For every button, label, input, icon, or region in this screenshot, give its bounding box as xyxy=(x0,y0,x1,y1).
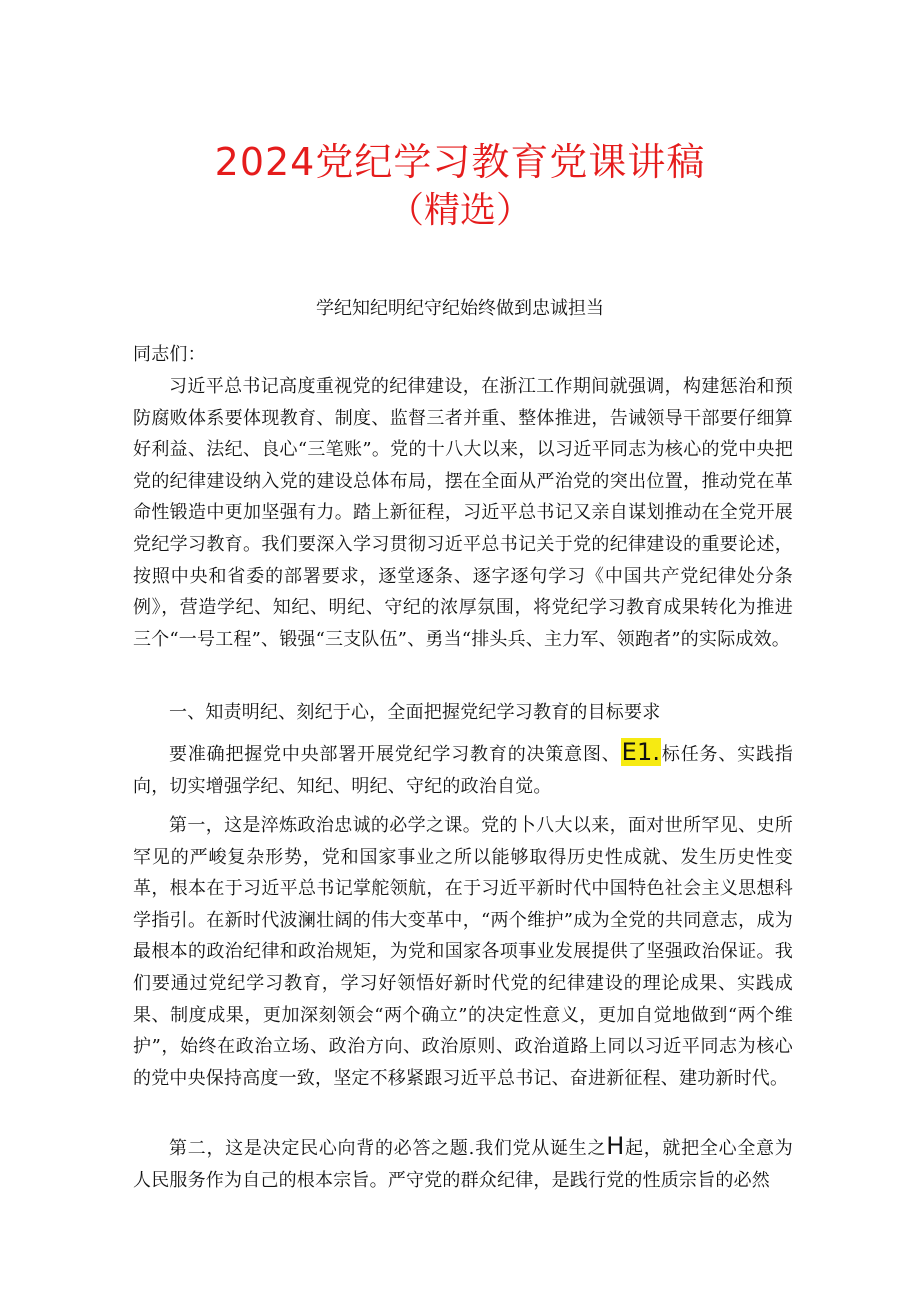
paragraph-second-point xyxy=(133,1131,793,1196)
paragraph-goals-part-b: 标任务、实践指向，切实增强学纪、知纪、明纪、守纪的政治自觉。 xyxy=(133,744,793,797)
document-title: 2024党纪学习教育党课讲稿 xyxy=(214,140,706,184)
paragraph-goals-part-a: 要准确把握党中央部署开展党纪学习教育的决策意图、 xyxy=(169,744,621,765)
paragraph-first-point: 第一，这是淬炼政治忠诚的必学之课。党的卜八大以来，面对世所罕见、史所罕见的严峻复杂形势，党和国家事业之所以能够取得历史性成就、发生历史性变革，根本在于习近平总书记掌舵领航，在于习近平新时代中国特色社会主义思想科学指引。在新时代波澜壮阔的伟大变革中，“两个维护”成为全党的共同意志，成为最根本的政治纪律和政治规矩，为党和国家各项事业发展提供了坚强政治保证。我们要通过党纪学习教育，学习好领悟好新时代党的纪律建设的理论成果、实践成果、制度成果，更加深刻领会“两个确立”的决定性意义，更加自觉地做到“两个维护”，始终在政治立场、政治方向、政治原则、政治道路上同以习近平同志为核心的党中央保持高度一致，坚定不移紧跟习近平总书记、奋进新征程、建功新时代。 xyxy=(133,815,793,1089)
section-heading-1: 一、知责明纪、刻纪于心，全面把握党纪学习教育的目标要求 xyxy=(169,702,661,723)
speech-heading: 学纪知纪明纪守纪始终做到忠诚担当 xyxy=(316,298,604,319)
large-glyph: H xyxy=(606,1132,625,1160)
document-subtitle: （精选） xyxy=(387,190,532,231)
salutation: 同志们： xyxy=(133,344,206,365)
highlighted-text: E1. xyxy=(621,738,661,766)
paragraph-second-part-a: 第二，这是决定民心向背的必答之题.我们党从诞生之 xyxy=(169,1138,607,1159)
paragraph-intro: 习近平总书记高度重视党的纪律建设，在浙江工作期间就强调，构建惩治和预防腐败体系要体现教育、制度、监督三者并重、整体推进，告诫领导干部要仔细算好利益、法纪、良心“三笔账”。党的十八大以来，以习近平同志为核心的党中央把党的纪律建设纳入党的建设总体布局，摆在全面从严治党的突出位置，推动党在革命性锻造中更加坚强有力。踏上新征程，习近平总书记又亲自谋划推动在全党开展党纪学习教育。我们要深入学习贯彻习近平总书记关于党的纪律建设的重要论述，按照中央和省委的部署要求，逐堂逐条、逐字逐句学习《中国共产党纪律处分条例》，营造学纪、知纪、明纪、守纪的浓厚氛围，将党纪学习教育成果转化为推进三个“一号工程”、锻强“三支队伍”、勇当“排头兵、主力军、领跑者”的实际成效。 xyxy=(133,376,793,650)
paragraph-second-part-b: 起，就把全心全意为人民服务作为自己的根本宗旨。严守党的群众纪律，是践行党的性质宗旨的必然 xyxy=(133,1138,793,1191)
paragraph-goals xyxy=(133,737,793,802)
